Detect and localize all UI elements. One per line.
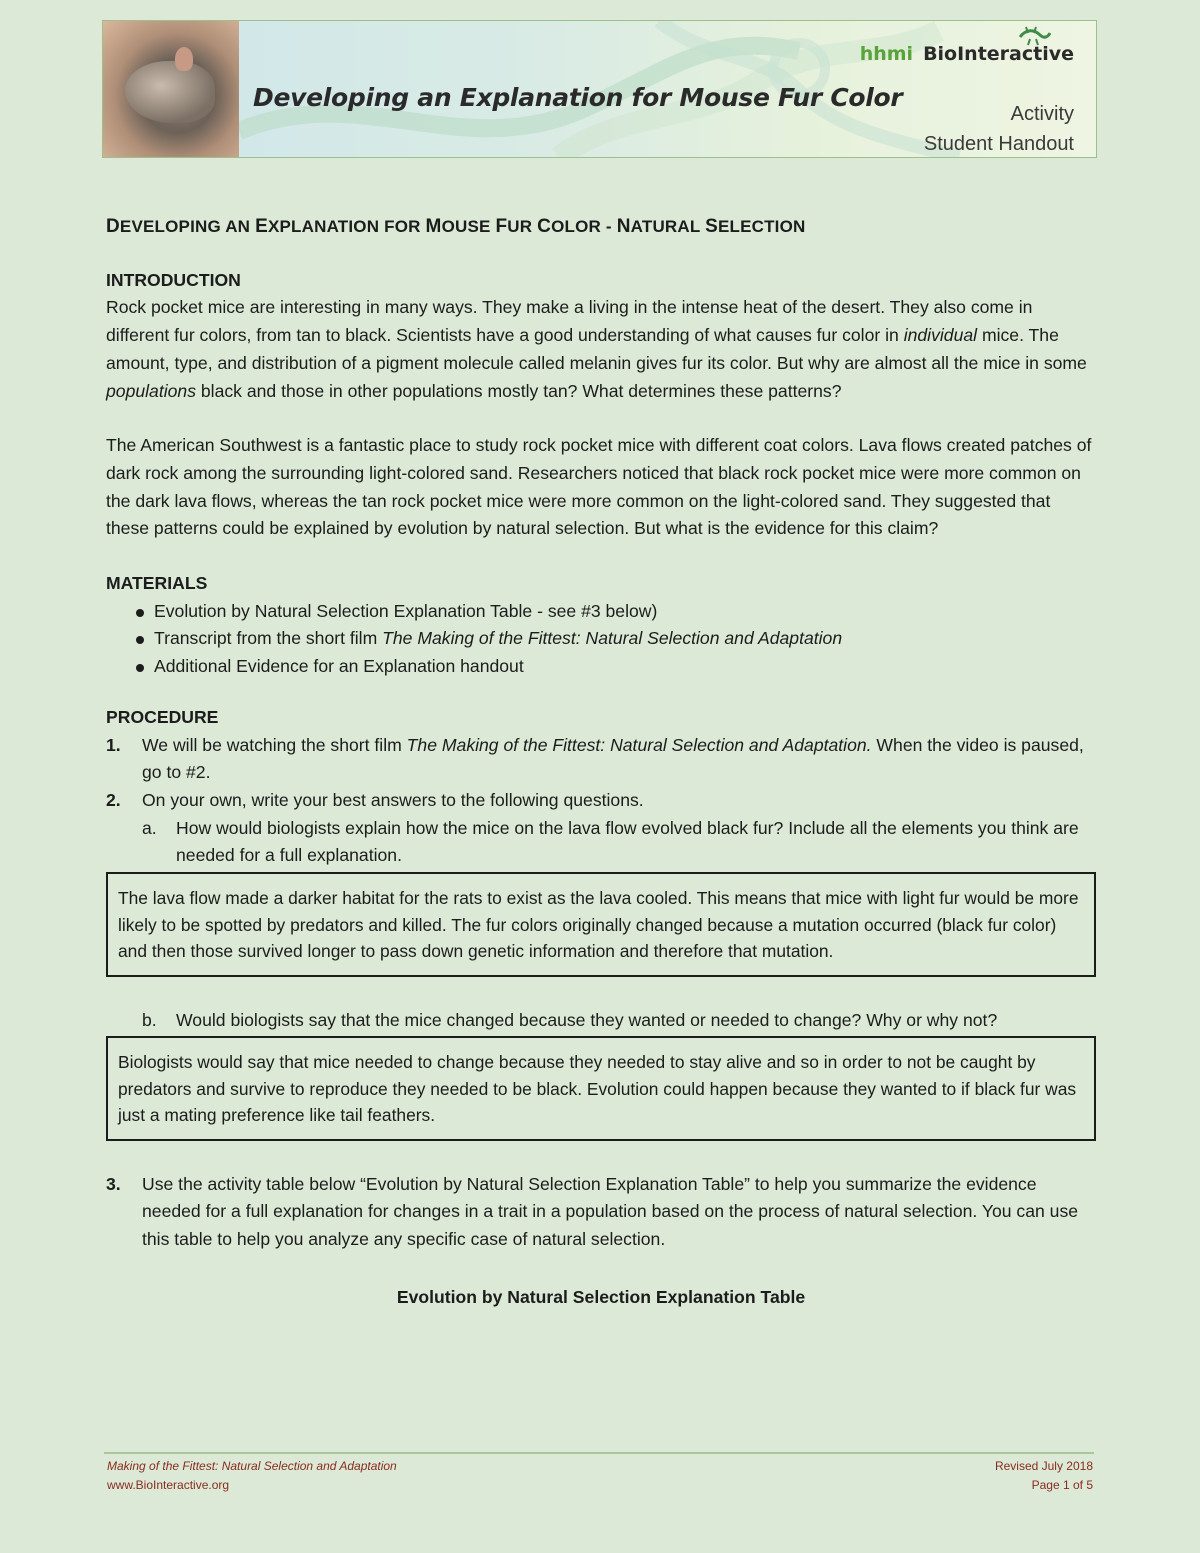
mouse-ear <box>175 47 193 71</box>
handout-type-line1: Activity <box>1010 103 1074 125</box>
question-b: b. Would biologists say that the mice changed because they wanted or needed to change? Why or why not? <box>142 1009 998 1030</box>
answer-b-textbox[interactable]: Biologists would say that mice needed to change because they needed to stay alive and so in order to not be caught by predators and survive to reproduce they needed to be black. Evolution could happen because they wanted to if black fur was just a mating preference like tail feathers. <box>106 1036 1096 1141</box>
footer-film-title: Making of the Fittest: Natural Selection and Adaptation <box>107 1459 397 1473</box>
introduction-heading: INTRODUCTION <box>106 269 241 290</box>
mouse-body <box>125 61 215 123</box>
procedure-heading: PROCEDURE <box>106 706 219 727</box>
footer-left <box>107 1457 397 1495</box>
document-title: DEVELOPING AN EXPLANATION FOR MOUSE FUR COLOR - NATURAL SELECTION <box>106 216 806 237</box>
explanation-table-title: Evolution by Natural Selection Explanation Table <box>396 1286 806 1307</box>
materials-item: Transcript from the short film The Making of the Fittest: Natural Selection and Adaptation <box>154 625 1096 653</box>
biointeractive-logo-text: BioInteractive <box>923 43 1074 65</box>
procedure-step-3: 3. Use the activity table below “Evolution by Natural Selection Explanation Table” to help you summarize the evidence needed for a full explanation for changes in a trait in a population based on the process of natural selection. You can use this table to help you analyze any specific case of natural selection. <box>106 1173 1079 1250</box>
footer-divider <box>104 1452 1094 1454</box>
footer-right <box>995 1457 1093 1495</box>
handout-type-line2: Student Handout <box>923 133 1074 155</box>
materials-heading: MATERIALS <box>106 573 208 594</box>
header-banner <box>102 20 1097 158</box>
procedure-step-2: 2. On your own, write your best answers to the following questions. <box>106 789 644 810</box>
footer-revised-date: Revised July 2018 <box>994 1459 1093 1473</box>
question-a: a. How would biologists explain how the mice on the lava flow evolved black fur? Include all the elements you think are needed for a full explanation. <box>142 817 1079 866</box>
introduction-paragraph-1: Rock pocket mice are interesting in many ways. They make a living in the intense heat of the desert. They also come in different fur colors, from tan to black. Scientists have a good understanding of what causes fur color in individual mice. The amount, type, and distribution of a pigment molecule called melanin gives fur its color. But why are almost all the mice in some populations black and those in other populations mostly tan? What determines these patterns? <box>106 297 1087 401</box>
introduction-paragraph-2: The American Southwest is a fantastic place to study rock pocket mice with different coat colors. Lava flows created patches of dark rock among the surrounding light-colored sand. Researchers noticed that black rock pocket mice were more common on the dark lava flows, whereas the tan rock pocket mice were more common on the light-colored sand. They suggested that these patterns could be explained by evolution by natural selection. But what is the evidence for this claim? <box>106 435 1092 539</box>
mouse-photo <box>103 21 239 157</box>
document-body <box>106 213 1096 1312</box>
materials-list <box>106 598 1096 681</box>
materials-item: Evolution by Natural Selection Explanation Table - see #3 below) <box>154 598 1096 626</box>
hhmi-logo-text: hhmi <box>859 43 914 65</box>
materials-item: Additional Evidence for an Explanation handout <box>154 653 1096 681</box>
hhmi-biointeractive-logo <box>860 43 1074 65</box>
footer-page-number: Page 1 of 5 <box>1031 1478 1093 1492</box>
procedure-step-1: 1. We will be watching the short film The Making of the Fittest: Natural Selection and Adaptation. When the video is paused, go to #2. <box>106 734 1084 783</box>
answer-a-textbox[interactable]: The lava flow made a darker habitat for the rats to exist as the lava cooled. This means that mice with light fur would be more likely to be spotted by predators and killed. The fur colors originally changed because a mutation occurred (black fur color) and then those survived longer to pass down genetic information and therefore that mutation. <box>106 872 1096 977</box>
handout-type <box>924 99 1074 158</box>
footer-website-link[interactable]: www.BioInteractive.org <box>107 1478 230 1492</box>
banner-title: Developing an Explanation for Mouse Fur Color <box>253 83 903 112</box>
